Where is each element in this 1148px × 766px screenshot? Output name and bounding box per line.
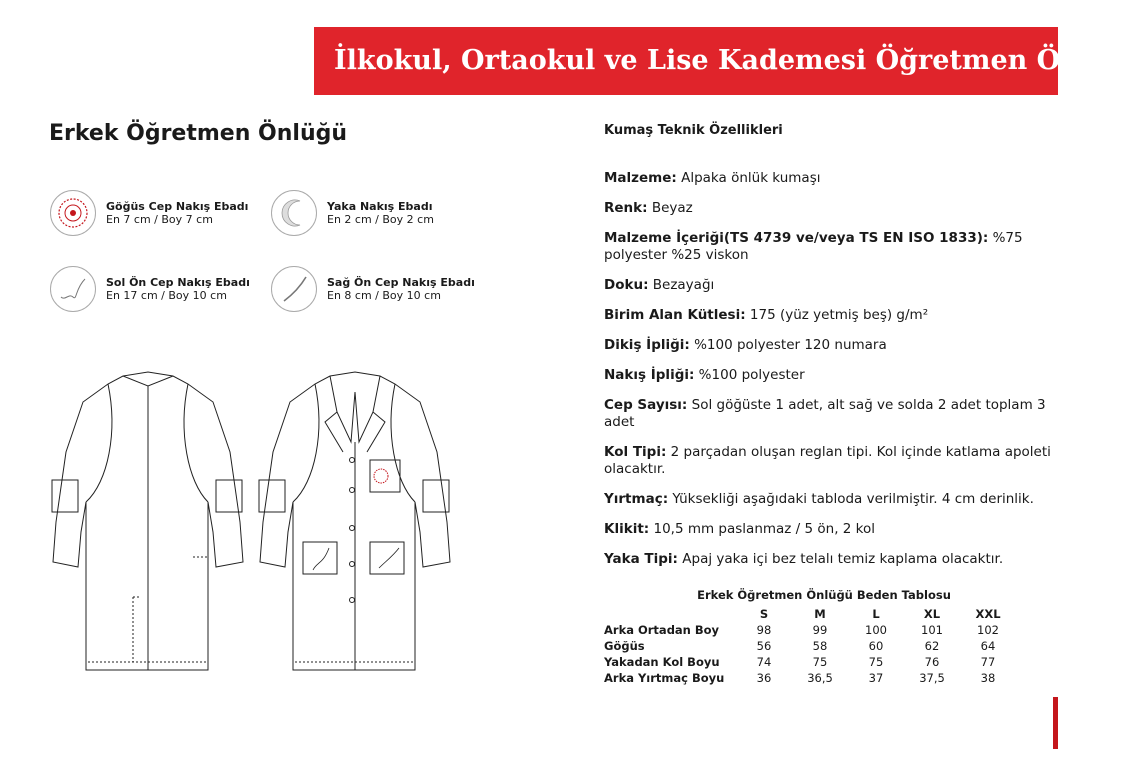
embroidery-item-collar	[271, 190, 434, 236]
spec-value: %75 polyester %25 viskon	[604, 230, 1023, 263]
emblem-icon	[50, 190, 96, 236]
embroidery-item-right-pocket	[271, 266, 475, 312]
size-table	[604, 588, 1016, 686]
embroidery-size: En 8 cm / Boy 10 cm	[327, 289, 441, 302]
size-table-header	[604, 606, 1016, 622]
spec-value: %100 polyester	[694, 367, 805, 383]
spec-label: Cep Sayısı:	[604, 397, 688, 413]
cell: 64	[980, 639, 996, 653]
size-col: M	[814, 607, 826, 621]
embroidery-name: Göğüs Cep Nakış Ebadı	[106, 200, 249, 213]
spec-row	[604, 491, 1058, 508]
size-col: S	[759, 607, 769, 621]
spec-label: Yırtmaç:	[604, 491, 669, 507]
cell: 58	[812, 639, 828, 653]
embroidery-name: Sağ Ön Cep Nakış Ebadı	[327, 276, 475, 289]
spec-label: Klikit:	[604, 521, 650, 537]
cell: 60	[868, 639, 884, 653]
specs-title: Kumaş Teknik Özellikleri	[604, 123, 783, 138]
embroidery-item-left-pocket	[50, 266, 250, 312]
spec-row	[604, 444, 1058, 478]
crescent-icon	[271, 190, 317, 236]
spec-value: Bezayağı	[648, 277, 715, 293]
spec-row	[604, 551, 1058, 568]
spec-label: Renk:	[604, 200, 648, 216]
cell: 62	[924, 639, 940, 653]
embroidery-size: En 2 cm / Boy 2 cm	[327, 213, 434, 226]
cell: 36	[756, 671, 772, 685]
spec-label: Doku:	[604, 277, 649, 293]
spec-row	[604, 277, 1058, 294]
spec-label: Malzeme İçeriği(TS 4739 ve/veya TS EN ISO 1833):	[604, 230, 989, 246]
table-row	[604, 622, 1016, 638]
size-table-grid	[604, 606, 1016, 686]
cell: 102	[977, 623, 999, 637]
table-row	[604, 670, 1016, 686]
spec-row	[604, 170, 1058, 187]
spec-list	[604, 170, 1058, 581]
stroke-icon	[271, 266, 317, 312]
table-row	[604, 654, 1016, 670]
spec-value: Yüksekliği aşağıdaki tabloda verilmiştir. 4 cm derinlik.	[668, 491, 1034, 507]
spec-value: 2 parçadan oluşan reglan tipi. Kol içinde katlama apoleti olacaktır.	[604, 444, 1051, 477]
size-col: XXL	[975, 607, 1001, 621]
size-col: L	[872, 607, 880, 621]
spec-row	[604, 521, 1058, 538]
spec-row	[604, 397, 1058, 431]
embroidery-name: Yaka Nakış Ebadı	[327, 200, 433, 213]
coat-back-drawing	[48, 372, 248, 677]
spec-row	[604, 337, 1058, 354]
spec-value: Beyaz	[647, 200, 693, 216]
cell: 37	[868, 671, 884, 685]
spec-value: Alpaka önlük kumaşı	[676, 170, 821, 186]
cell: 77	[980, 655, 996, 669]
spec-label: Kol Tipi:	[604, 444, 667, 460]
row-label: Yakadan Kol Boyu	[604, 655, 720, 669]
spec-value: 175 (yüz yetmiş beş) g/m²	[745, 307, 929, 323]
embroidery-name: Sol Ön Cep Nakış Ebadı	[106, 276, 250, 289]
swirl-icon	[50, 266, 96, 312]
spec-label: Birim Alan Kütlesi:	[604, 307, 746, 323]
spec-value: 10,5 mm paslanmaz / 5 ön, 2 kol	[649, 521, 876, 537]
coat-front-drawing	[255, 372, 455, 677]
spec-row	[604, 200, 1058, 217]
cell: 76	[924, 655, 940, 669]
spec-value: Sol göğüste 1 adet, alt sağ ve solda 2 adet toplam 3 adet	[604, 397, 1046, 430]
row-label: Göğüs	[604, 639, 645, 653]
cell: 100	[865, 623, 887, 637]
embroidery-size: En 17 cm / Boy 10 cm	[106, 289, 227, 302]
cell: 38	[980, 671, 996, 685]
cell: 98	[756, 623, 772, 637]
row-label: Arka Ortadan Boy	[604, 623, 720, 637]
size-table-title: Erkek Öğretmen Önlüğü Beden Tablosu	[697, 588, 951, 602]
embroidery-size: En 7 cm / Boy 7 cm	[106, 213, 213, 226]
cell: 37,5	[919, 671, 945, 685]
cell: 75	[868, 655, 884, 669]
spec-row	[604, 307, 1058, 324]
cell: 74	[756, 655, 772, 669]
embroidery-item-chest	[50, 190, 248, 236]
cell: 56	[756, 639, 772, 653]
spec-label: Nakış İpliği:	[604, 367, 695, 383]
cell: 75	[812, 655, 828, 669]
spec-row	[604, 230, 1058, 264]
spec-label: Dikiş İpliği:	[604, 337, 690, 353]
page-title: Erkek Öğretmen Önlüğü	[49, 121, 348, 146]
spec-value: Apaj yaka içi bez telalı temiz kaplama olacaktır.	[677, 551, 1004, 567]
spec-row	[604, 367, 1058, 384]
banner-title: İlkokul, Ortaokul ve Lise Kademesi Öğretmen Önlüğü	[314, 27, 1058, 95]
row-label: Arka Yırtmaç Boyu	[604, 671, 725, 685]
table-row	[604, 638, 1016, 654]
cell: 36,5	[807, 671, 833, 685]
spec-value: %100 polyester 120 numara	[689, 337, 887, 353]
spec-label: Malzeme:	[604, 170, 677, 186]
size-col: XL	[923, 607, 941, 621]
accent-bar	[1053, 697, 1058, 749]
cell: 99	[812, 623, 828, 637]
spec-label: Yaka Tipi:	[604, 551, 678, 567]
cell: 101	[921, 623, 943, 637]
